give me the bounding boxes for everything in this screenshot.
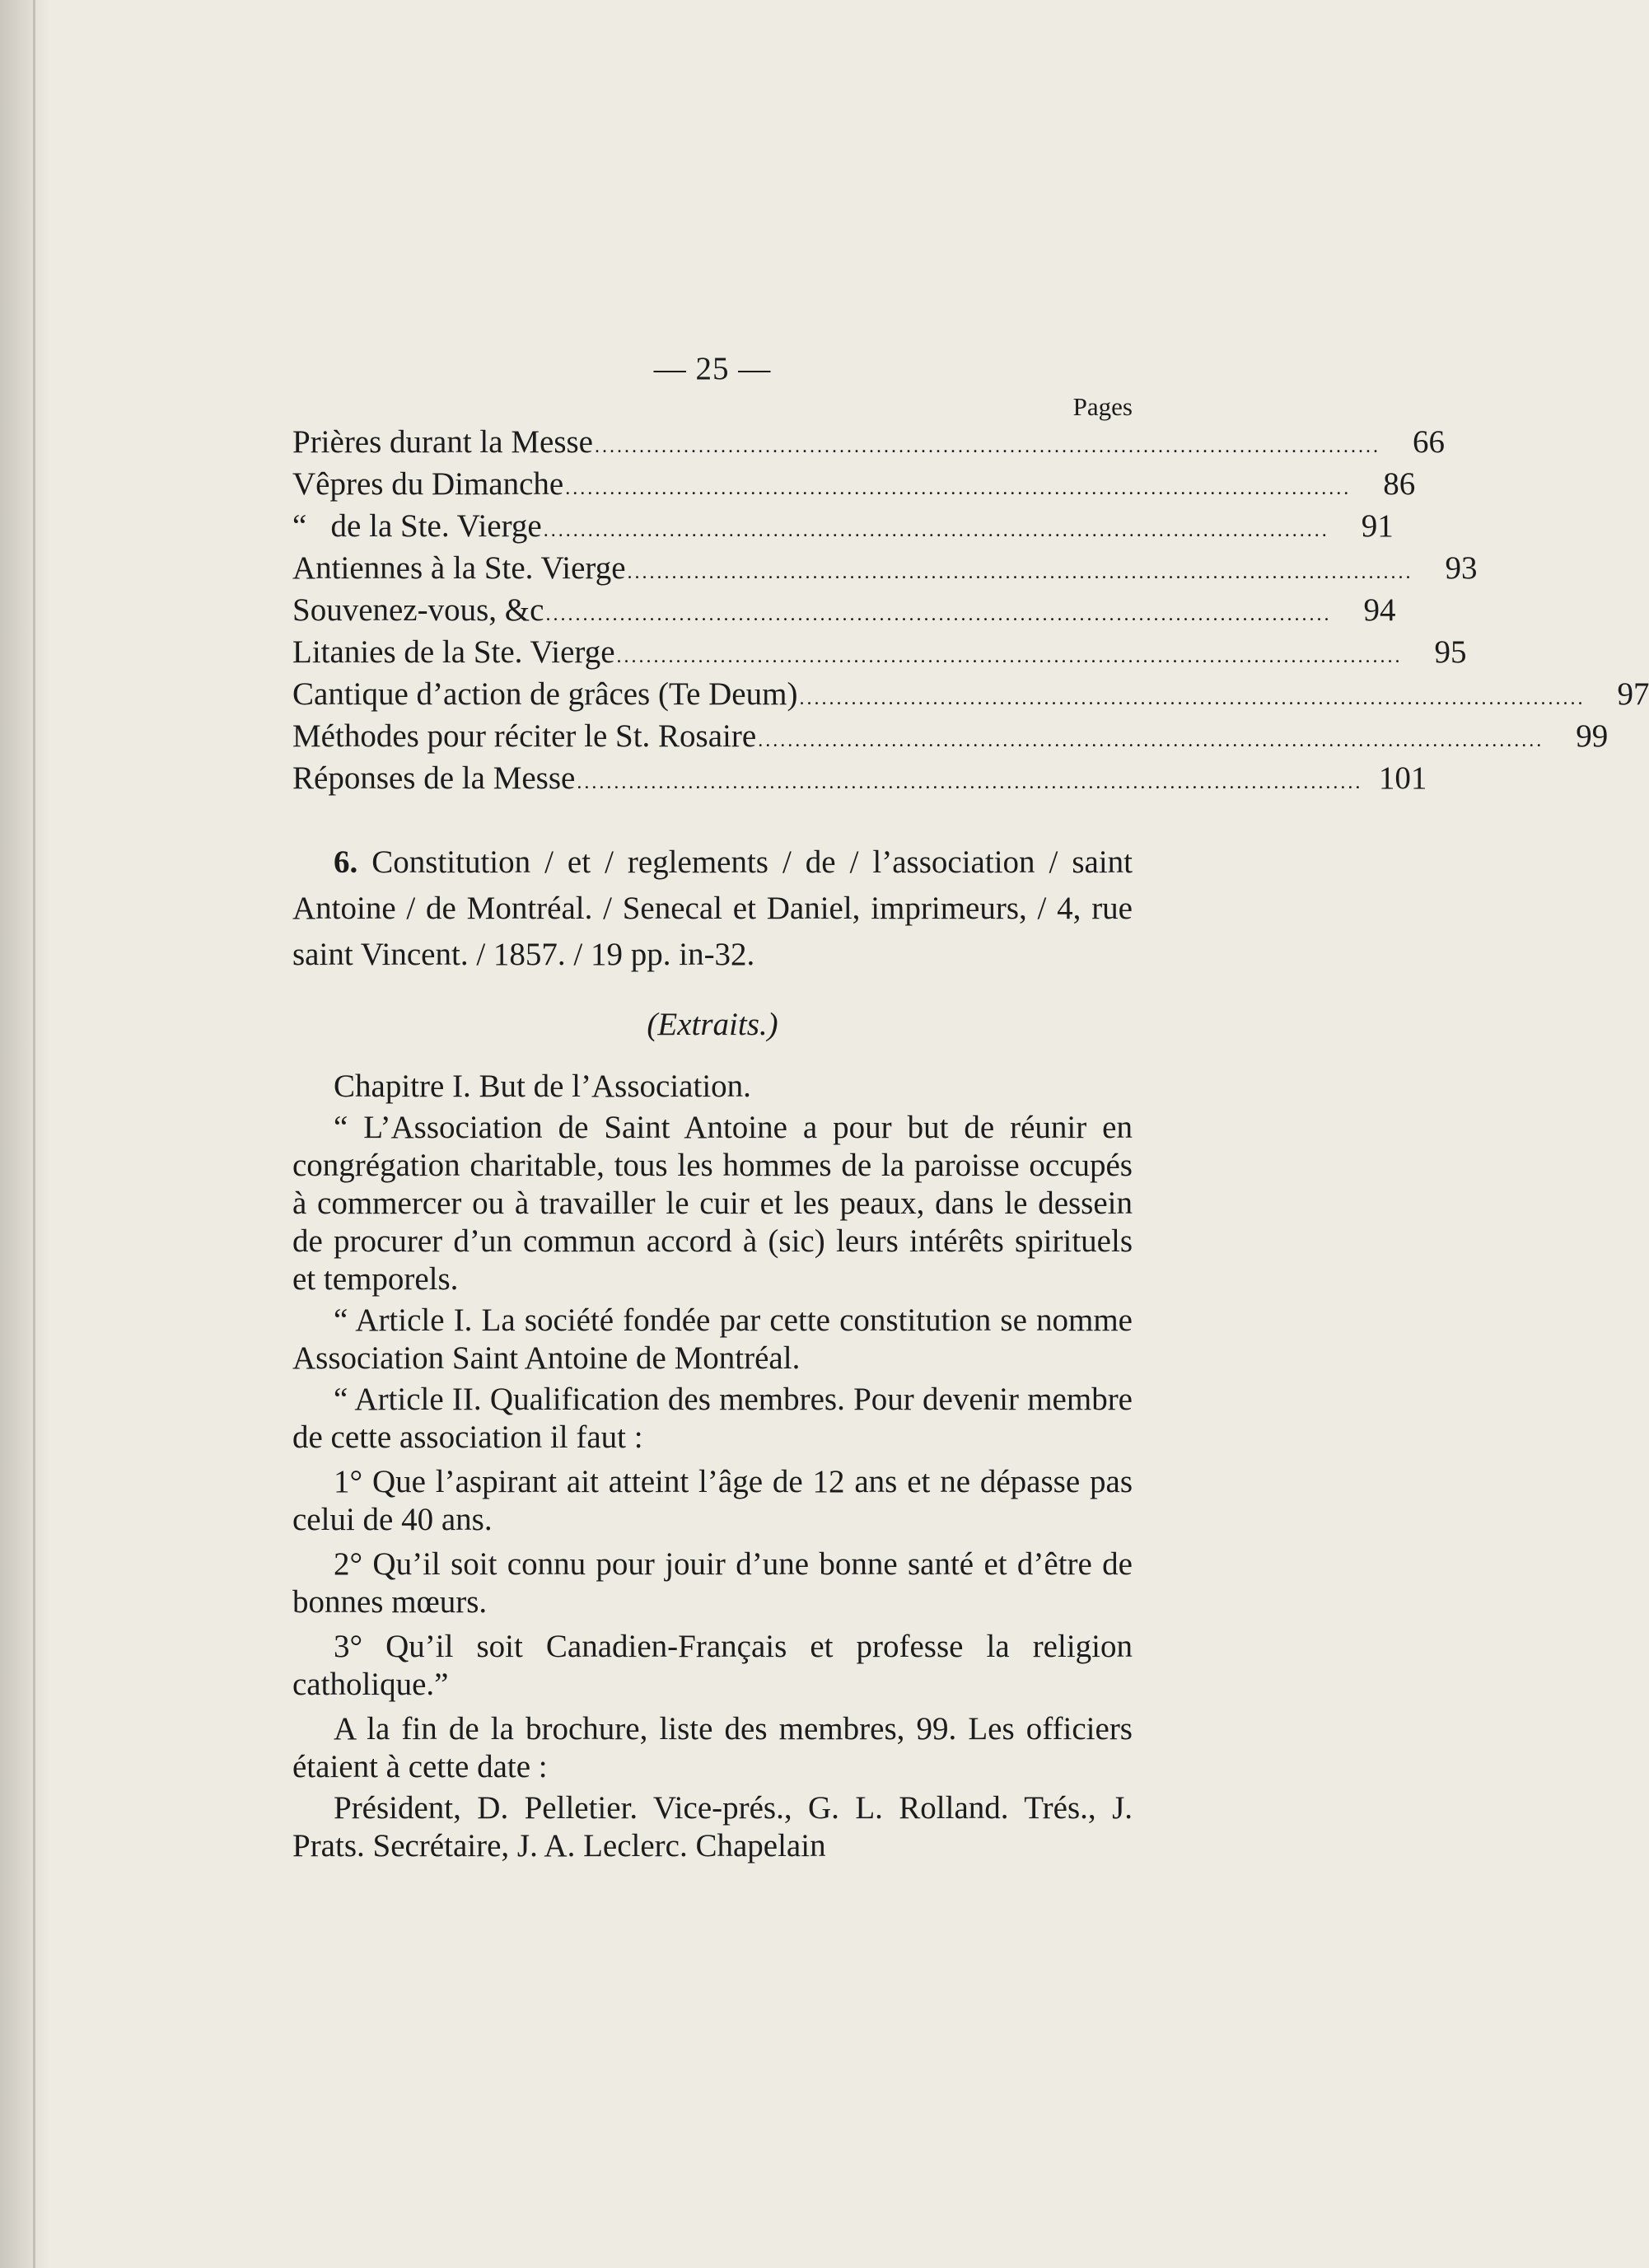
entry-number: 6. <box>334 844 358 880</box>
page-number: — 25 — <box>653 351 772 386</box>
paragraph: “ Article II. Qualification des membres. Pour devenir membre de cette association il faut : <box>292 1382 1133 1455</box>
toc-page: 94 <box>1363 592 1396 628</box>
toc-leader-dots: .......................................................................................................... <box>758 730 1544 751</box>
page-content <box>292 350 1649 1865</box>
toc-row <box>292 592 1396 634</box>
toc-leader-dots: .......................................................................................................... <box>543 520 1329 541</box>
paragraph: A la fin de la brochure, liste des membres, 99. Les officiers étaient à cette date : <box>292 1711 1133 1784</box>
toc-page: 93 <box>1445 550 1478 586</box>
toc-row <box>292 718 1609 760</box>
gutter-line <box>33 0 35 2268</box>
toc-row <box>292 760 1427 802</box>
table-of-contents <box>292 392 1649 802</box>
toc-leader-dots: .......................................................................................................... <box>577 772 1363 793</box>
toc-row <box>292 465 1416 507</box>
paragraph: 1° Que l’aspirant ait atteint l’âge de 12 ans et ne dépasse pas celui de 40 ans. <box>292 1464 1133 1537</box>
toc-title: Méthodes pour réciter le St. Rosaire <box>292 718 757 754</box>
toc-leader-dots: .......................................................................................................... <box>545 604 1332 625</box>
paragraph: “ L’Association de Saint Antoine a pour but de réunir en congrégation charitable, tous les hommes de la paroisse occupés à commercer ou à travailler le cuir et les peaux, dans le dessein de procurer d’un commun accord à (sic) leurs intérêts spirituels et temporels. <box>292 1110 1133 1297</box>
toc-leader-dots: .......................................................................................................... <box>799 688 1586 709</box>
toc-page: 91 <box>1361 508 1394 544</box>
toc-title: Réponses de la Messe <box>292 760 576 796</box>
toc-header: Pages <box>1072 392 1133 421</box>
toc-page: 86 <box>1383 466 1416 502</box>
toc-title: “ de la Ste. Vierge <box>292 508 542 544</box>
toc-row <box>292 634 1467 676</box>
toc-page: 97 <box>1617 676 1649 712</box>
toc-page: 66 <box>1412 424 1445 460</box>
toc-title: Souvenez-vous, &c <box>292 592 544 628</box>
book-spine-shadow <box>0 0 49 2268</box>
bibliography-entry <box>292 839 1133 978</box>
excerpt-heading: (Extraits.) <box>647 1007 778 1042</box>
toc-row <box>292 676 1649 718</box>
paragraph: “ Article I. La société fondée par cette constitution se nomme Association Saint Antoine de Montréal. <box>292 1302 1133 1376</box>
toc-leader-dots: .......................................................................................................... <box>594 436 1380 457</box>
toc-title: Antiennes à la Ste. Vierge <box>292 550 626 586</box>
paragraph: Chapitre I. But de l’Association. <box>334 1069 751 1104</box>
toc-page: 101 <box>1378 760 1427 796</box>
toc-title: Vêpres du Dimanche <box>292 466 564 502</box>
paragraph: 3° Qu’il soit Canadien-Français et professe la religion catholique.” <box>292 1629 1133 1702</box>
toc-row <box>292 507 1394 549</box>
paragraph: 2° Qu’il soit connu pour jouir d’une bonne santé et d’être de bonnes mœurs. <box>292 1546 1133 1620</box>
toc-leader-dots: .......................................................................................................... <box>565 478 1352 499</box>
toc-row <box>292 423 1445 465</box>
toc-page: 99 <box>1576 718 1609 754</box>
entry-text: Constitution / et / reglements / de / l’association / saint Antoine / de Montréal. / Senecal et Daniel, imprimeurs, / 4, rue saint Vincent. / 1857. / 19 pp. in-32. <box>292 844 1133 972</box>
toc-title: Prières durant la Messe <box>292 424 593 460</box>
toc-leader-dots: .......................................................................................................... <box>616 646 1403 667</box>
toc-title: Cantique d’action de grâces (Te Deum) <box>292 676 798 712</box>
officers-list: Président, D. Pelletier. Vice-prés., G. L. Rolland. Trés., J. Prats. Secrétaire, J. A. Leclerc. Chapelain <box>292 1790 1133 1864</box>
toc-page: 95 <box>1434 634 1467 670</box>
toc-row <box>292 549 1478 592</box>
toc-leader-dots: .......................................................................................................... <box>627 562 1413 583</box>
toc-title: Litanies de la Ste. Vierge <box>292 634 615 670</box>
